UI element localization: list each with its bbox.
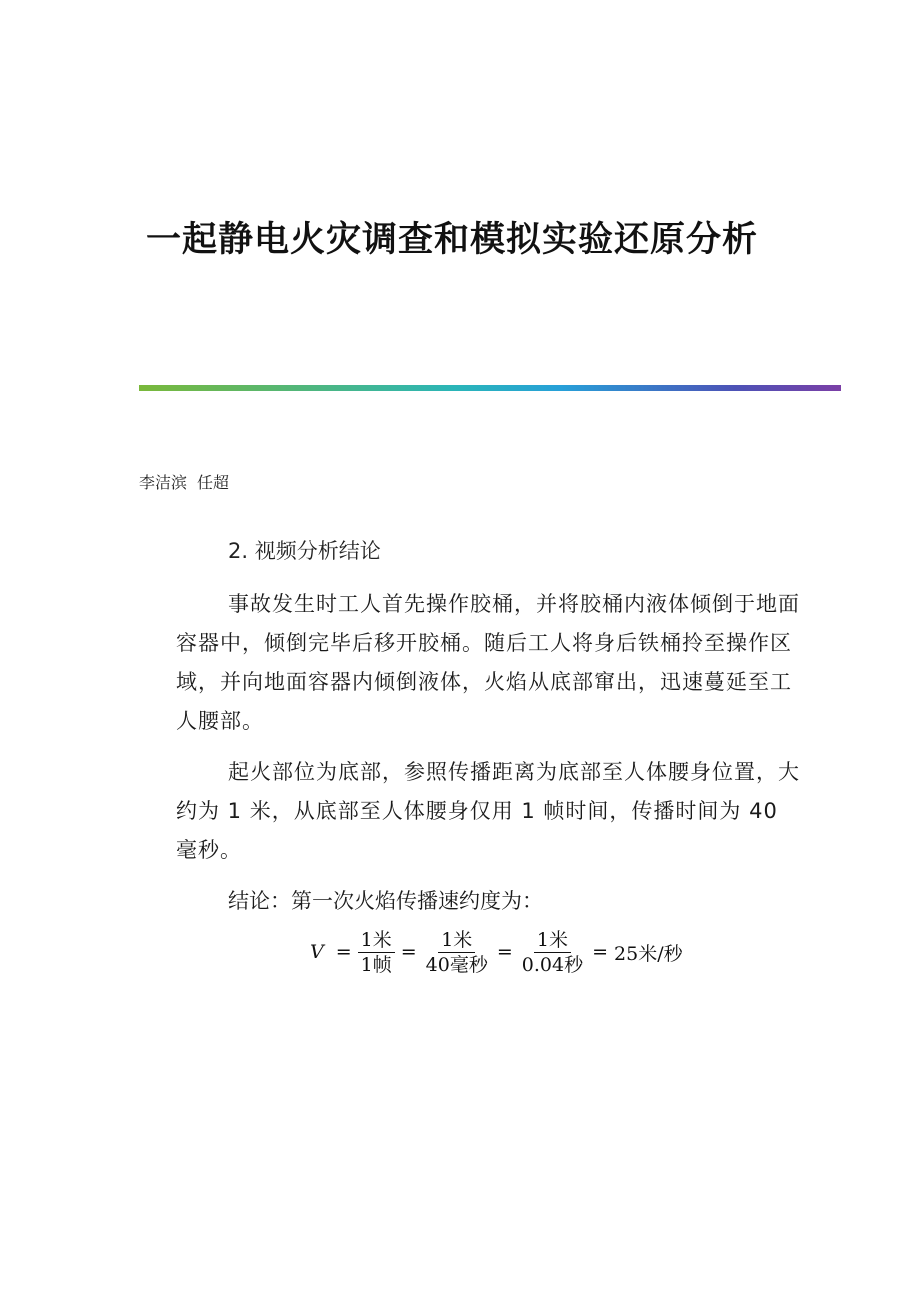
- formula-fraction: [519, 928, 586, 977]
- author-name: 李洁滨: [139, 473, 188, 492]
- fraction-denominator: 0.04秒: [521, 953, 584, 976]
- body-paragraph: 起火部位为底部，参照传播距离为底部至人体腰身位置，大约为 1 米，从底部至人体腰身仅用 1 帧时间，传播时间为 40 毫秒。: [176, 760, 800, 862]
- formula-fraction: [358, 928, 395, 977]
- fraction-denominator: 1帧: [360, 953, 392, 976]
- gradient-divider: [139, 385, 841, 391]
- equals-sign: =: [592, 941, 609, 963]
- equals-sign: =: [335, 941, 352, 963]
- equals-sign: =: [496, 941, 513, 963]
- fraction-numerator: 1米: [534, 928, 571, 953]
- velocity-formula: [310, 922, 683, 982]
- body-paragraph: 事故发生时工人首先操作胶桶，并将胶桶内液体倾倒于地面容器中，倾倒完毕后移开胶桶。随后工人将身后铁桶拎至操作区域，并向地面容器内倾倒液体，火焰从底部窜出，迅速蔓延至工人腰部。: [176, 592, 800, 733]
- fraction-numerator: 1米: [358, 928, 395, 953]
- document-title: 一起静电火灾调查和模拟实验还原分析: [146, 219, 759, 260]
- formula-fraction: [423, 928, 491, 977]
- fraction-numerator: 1米: [438, 928, 475, 953]
- equals-sign: =: [400, 941, 417, 963]
- conclusion-label: 结论：第一次火焰传播速约度为：: [228, 889, 543, 913]
- formula-result: 25米/秒: [614, 942, 683, 965]
- section-heading: 2. 视频分析结论: [228, 539, 381, 563]
- formula-variable: V: [310, 941, 324, 963]
- author-line: [139, 472, 229, 494]
- author-name: 任超: [197, 473, 230, 492]
- fraction-denominator: 40毫秒: [425, 953, 488, 976]
